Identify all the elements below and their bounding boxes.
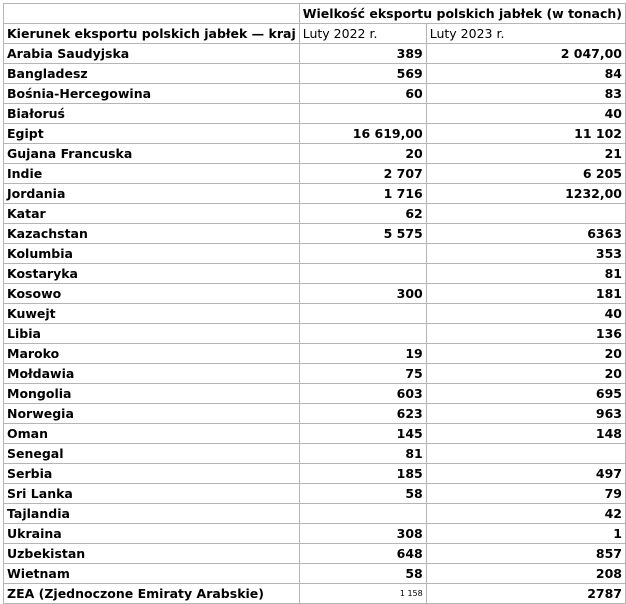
- table-row: [4, 244, 626, 264]
- country-cell: Mongolia: [4, 384, 300, 404]
- table-row: [4, 584, 626, 604]
- header-2022: Luty 2022 r.: [299, 24, 426, 44]
- value-2022-cell: 58: [299, 484, 426, 504]
- country-cell: Kuwejt: [4, 304, 300, 324]
- table-row: [4, 44, 626, 64]
- country-cell: Oman: [4, 424, 300, 444]
- value-2023-cell: 963: [426, 404, 625, 424]
- value-2022-cell: 75: [299, 364, 426, 384]
- value-2022-cell: 300: [299, 284, 426, 304]
- value-2022-cell: 603: [299, 384, 426, 404]
- country-cell: Ukraina: [4, 524, 300, 544]
- header-group-row: [4, 4, 626, 24]
- country-cell: Bośnia-Hercegowina: [4, 84, 300, 104]
- country-cell: Uzbekistan: [4, 544, 300, 564]
- table-row: [4, 264, 626, 284]
- value-2022-cell: 623: [299, 404, 426, 424]
- value-2023-cell: 40: [426, 104, 625, 124]
- value-2023-cell: 497: [426, 464, 625, 484]
- value-2023-cell: 2787: [426, 584, 625, 604]
- table-row: [4, 464, 626, 484]
- value-2023-cell: 84: [426, 64, 625, 84]
- value-2022-cell: 16 619,00: [299, 124, 426, 144]
- value-2023-cell: 20: [426, 364, 625, 384]
- header-group-title: Wielkość eksportu polskich jabłek (w tonach): [299, 4, 625, 24]
- country-cell: Kazachstan: [4, 224, 300, 244]
- value-2022-cell: 5 575: [299, 224, 426, 244]
- table-row: [4, 224, 626, 244]
- country-cell: ZEA (Zjednoczone Emiraty Arabskie): [4, 584, 300, 604]
- value-2023-cell: 136: [426, 324, 625, 344]
- country-cell: Norwegia: [4, 404, 300, 424]
- table-row: [4, 84, 626, 104]
- table-row: [4, 364, 626, 384]
- country-cell: Libia: [4, 324, 300, 344]
- value-2023-cell: [426, 444, 625, 464]
- value-2022-cell: 389: [299, 44, 426, 64]
- export-table: [3, 3, 626, 604]
- value-2023-cell: 6363: [426, 224, 625, 244]
- country-cell: Maroko: [4, 344, 300, 364]
- value-2023-cell: 21: [426, 144, 625, 164]
- table-row: [4, 124, 626, 144]
- table-row: [4, 304, 626, 324]
- value-2022-cell: 62: [299, 204, 426, 224]
- table-row: [4, 424, 626, 444]
- value-2022-cell: 145: [299, 424, 426, 444]
- value-2023-cell: 20: [426, 344, 625, 364]
- value-2023-cell: 40: [426, 304, 625, 324]
- table-row: [4, 324, 626, 344]
- header-2023: Luty 2023 r.: [426, 24, 625, 44]
- value-2023-cell: 2 047,00: [426, 44, 625, 64]
- country-cell: Indie: [4, 164, 300, 184]
- table-row: [4, 484, 626, 504]
- value-2023-cell: 81: [426, 264, 625, 284]
- value-2022-cell: 20: [299, 144, 426, 164]
- table-row: [4, 504, 626, 524]
- value-2023-cell: [426, 204, 625, 224]
- country-cell: Gujana Francuska: [4, 144, 300, 164]
- table-row: [4, 64, 626, 84]
- country-cell: Tajlandia: [4, 504, 300, 524]
- table-row: [4, 524, 626, 544]
- table-row: [4, 384, 626, 404]
- table-row: [4, 404, 626, 424]
- value-2022-cell: [299, 324, 426, 344]
- value-2022-cell: 185: [299, 464, 426, 484]
- value-2022-cell: 648: [299, 544, 426, 564]
- value-2023-cell: 1: [426, 524, 625, 544]
- country-cell: Kolumbia: [4, 244, 300, 264]
- table-row: [4, 344, 626, 364]
- value-2022-cell: 1 716: [299, 184, 426, 204]
- value-2022-cell: 19: [299, 344, 426, 364]
- value-2022-cell: 81: [299, 444, 426, 464]
- value-2022-cell: 308: [299, 524, 426, 544]
- value-2023-cell: 695: [426, 384, 625, 404]
- value-2023-cell: 6 205: [426, 164, 625, 184]
- country-cell: Sri Lanka: [4, 484, 300, 504]
- country-cell: Kosowo: [4, 284, 300, 304]
- country-cell: Serbia: [4, 464, 300, 484]
- value-2022-cell: 58: [299, 564, 426, 584]
- value-2023-cell: 181: [426, 284, 625, 304]
- table-row: [4, 204, 626, 224]
- header-empty-cell: [4, 4, 300, 24]
- value-2023-cell: 148: [426, 424, 625, 444]
- header-country: Kierunek eksportu polskich jabłek — kraj: [4, 24, 300, 44]
- value-2022-cell: 2 707: [299, 164, 426, 184]
- table-row: [4, 104, 626, 124]
- value-2022-cell: 1 158: [299, 584, 426, 604]
- table-row: [4, 284, 626, 304]
- table-row: [4, 184, 626, 204]
- value-2023-cell: 11 102: [426, 124, 625, 144]
- country-cell: Kostaryka: [4, 264, 300, 284]
- country-cell: Egipt: [4, 124, 300, 144]
- country-cell: Senegal: [4, 444, 300, 464]
- value-2023-cell: 1232,00: [426, 184, 625, 204]
- value-2023-cell: 353: [426, 244, 625, 264]
- country-cell: Arabia Saudyjska: [4, 44, 300, 64]
- value-2022-cell: [299, 304, 426, 324]
- value-2022-cell: [299, 244, 426, 264]
- country-cell: Jordania: [4, 184, 300, 204]
- value-2023-cell: 42: [426, 504, 625, 524]
- value-2022-cell: 569: [299, 64, 426, 84]
- value-2022-cell: [299, 104, 426, 124]
- value-2023-cell: 208: [426, 564, 625, 584]
- table-row: [4, 144, 626, 164]
- country-cell: Białoruś: [4, 104, 300, 124]
- table-row: [4, 164, 626, 184]
- value-2023-cell: 83: [426, 84, 625, 104]
- country-cell: Mołdawia: [4, 364, 300, 384]
- country-cell: Wietnam: [4, 564, 300, 584]
- value-2022-cell: [299, 504, 426, 524]
- header-columns-row: [4, 24, 626, 44]
- table-row: [4, 564, 626, 584]
- value-2022-cell: 60: [299, 84, 426, 104]
- value-2023-cell: 79: [426, 484, 625, 504]
- value-2022-cell: [299, 264, 426, 284]
- table-row: [4, 544, 626, 564]
- country-cell: Katar: [4, 204, 300, 224]
- country-cell: Bangladesz: [4, 64, 300, 84]
- value-2023-cell: 857: [426, 544, 625, 564]
- table-row: [4, 444, 626, 464]
